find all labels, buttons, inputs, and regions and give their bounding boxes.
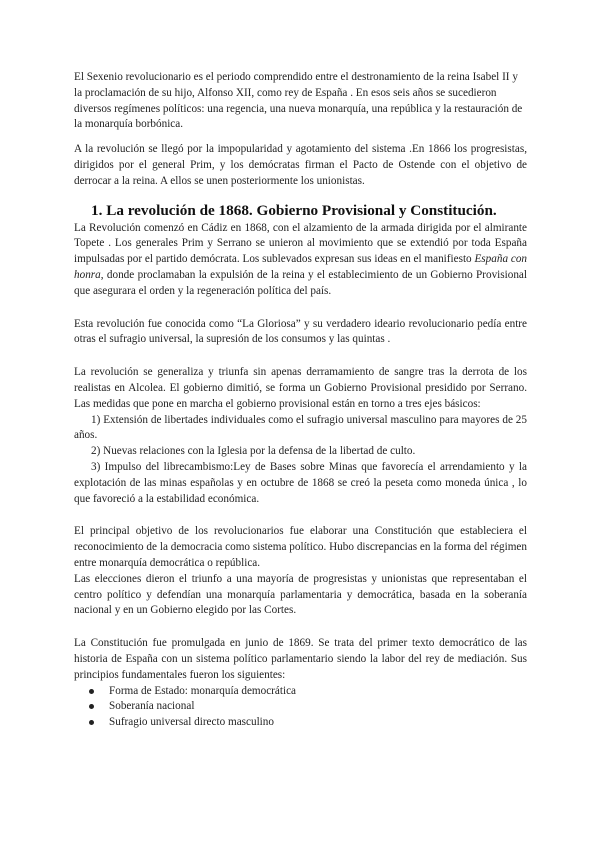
list-item	[89, 715, 527, 731]
section-paragraph-3: La revolución se generaliza y triunfa sin apenas derramamiento de sangre tras la derrota de los realistas en Alcolea. El gobierno dimitió, se forma un Gobierno Provisional presidido por Serrano. Las medidas que pone en marcha el gobierno provisional están en torno a tres ejes básicos:	[74, 366, 527, 410]
paragraph-text: , donde proclamaban la expulsión de la reina y el establecimiento de un Gobierno Provisional que asegurara el orden y la regeneración política del país.	[74, 268, 527, 297]
intro-paragraph-1: El Sexenio revolucionario es el periodo comprendido entre el destronamiento de la reina Isabel II y la proclamación de su hijo, Alfonso XII, como rey de España . En esos seis años se sucedieron diversos regímenes políticos: una regencia, una nueva monarquía, una república y la restauración de la monarquía borbónica.	[74, 71, 523, 131]
bullet-icon	[89, 720, 94, 725]
list-item-text: Forma de Estado: monarquía democrática	[109, 684, 297, 697]
manifesto-title: España con honra	[74, 253, 528, 281]
principles-list	[74, 684, 527, 731]
document-page	[74, 70, 527, 731]
list-item-text: Soberanía nacional	[109, 700, 195, 713]
bullet-icon	[89, 704, 94, 709]
list-item-text: Sufragio universal directo masculino	[109, 716, 274, 729]
list-item	[89, 684, 527, 700]
section-paragraph-2: Esta revolución fue conocida como “La Gloriosa” y su verdadero ideario revolucionario pedía entre otras el sufragio universal, la supresión de los consumos y las quintas .	[74, 317, 527, 346]
section-heading: 1. La revolución de 1868. Gobierno Provisional y Constitución.	[91, 201, 497, 219]
measure-item: 2) Nuevas relaciones con la Iglesia por la defensa de la libertad de culto.	[91, 445, 416, 458]
section-paragraph-6: La Constitución fue promulgada en junio de 1869. Se trata del primer texto democrático de las historia de España con un sistema político parlamentario siendo la labor del rey de mediación. Sus principios fundamentales fueron los siguientes:	[74, 637, 527, 681]
list-item	[89, 699, 527, 715]
measure-item: 3) Impulso del librecambismo:Ley de Bases sobre Minas que favorecía el arrendamiento y la explotación de las minas españolas y en octubre de 1868 se creó la peseta como moneda única , lo que favoreció a la estabilidad económica.	[74, 460, 527, 505]
section-paragraph-1	[74, 221, 527, 300]
measure-item: 1) Extensión de libertades individuales como el sufragio universal masculino para mayores de 25 años.	[74, 413, 527, 442]
section-paragraph-4: El principal objetivo de los revolucionarios fue elaborar una Constitución que estableciera el reconocimiento de la democracia como sistema político. Hubo discrepancias en la forma del régimen entre monarquía democrática o república.	[74, 525, 527, 569]
intro-paragraph-2: A la revolución se llegó por la impopularidad y agotamiento del sistema .En 1866 los progresistas, dirigidos por el general Prim, y los demócratas firman el Pacto de Ostende con el objetivo de derrocar a la reina. A ellos se unen posteriormente los unionistas.	[74, 143, 527, 187]
section-paragraph-5: Las elecciones dieron el triunfo a una mayoría de progresistas y unionistas que representaban el centro político y defendían una monarquía parlamentaria y democrática, basada en la soberanía nacional y en un Gobierno elegido por las Cortes.	[74, 572, 527, 617]
paragraph-text: La Revolución comenzó en Cádiz en 1868, con el alzamiento de la armada dirigida por el almirante Topete . Los generales Prim y Serrano se unieron al movimiento que se extendió por toda España impulsadas por el partido demócrata. Los sublevados expresan sus ideas en el manifiesto	[74, 221, 527, 266]
bullet-icon	[89, 689, 94, 694]
measures-list	[74, 413, 527, 508]
